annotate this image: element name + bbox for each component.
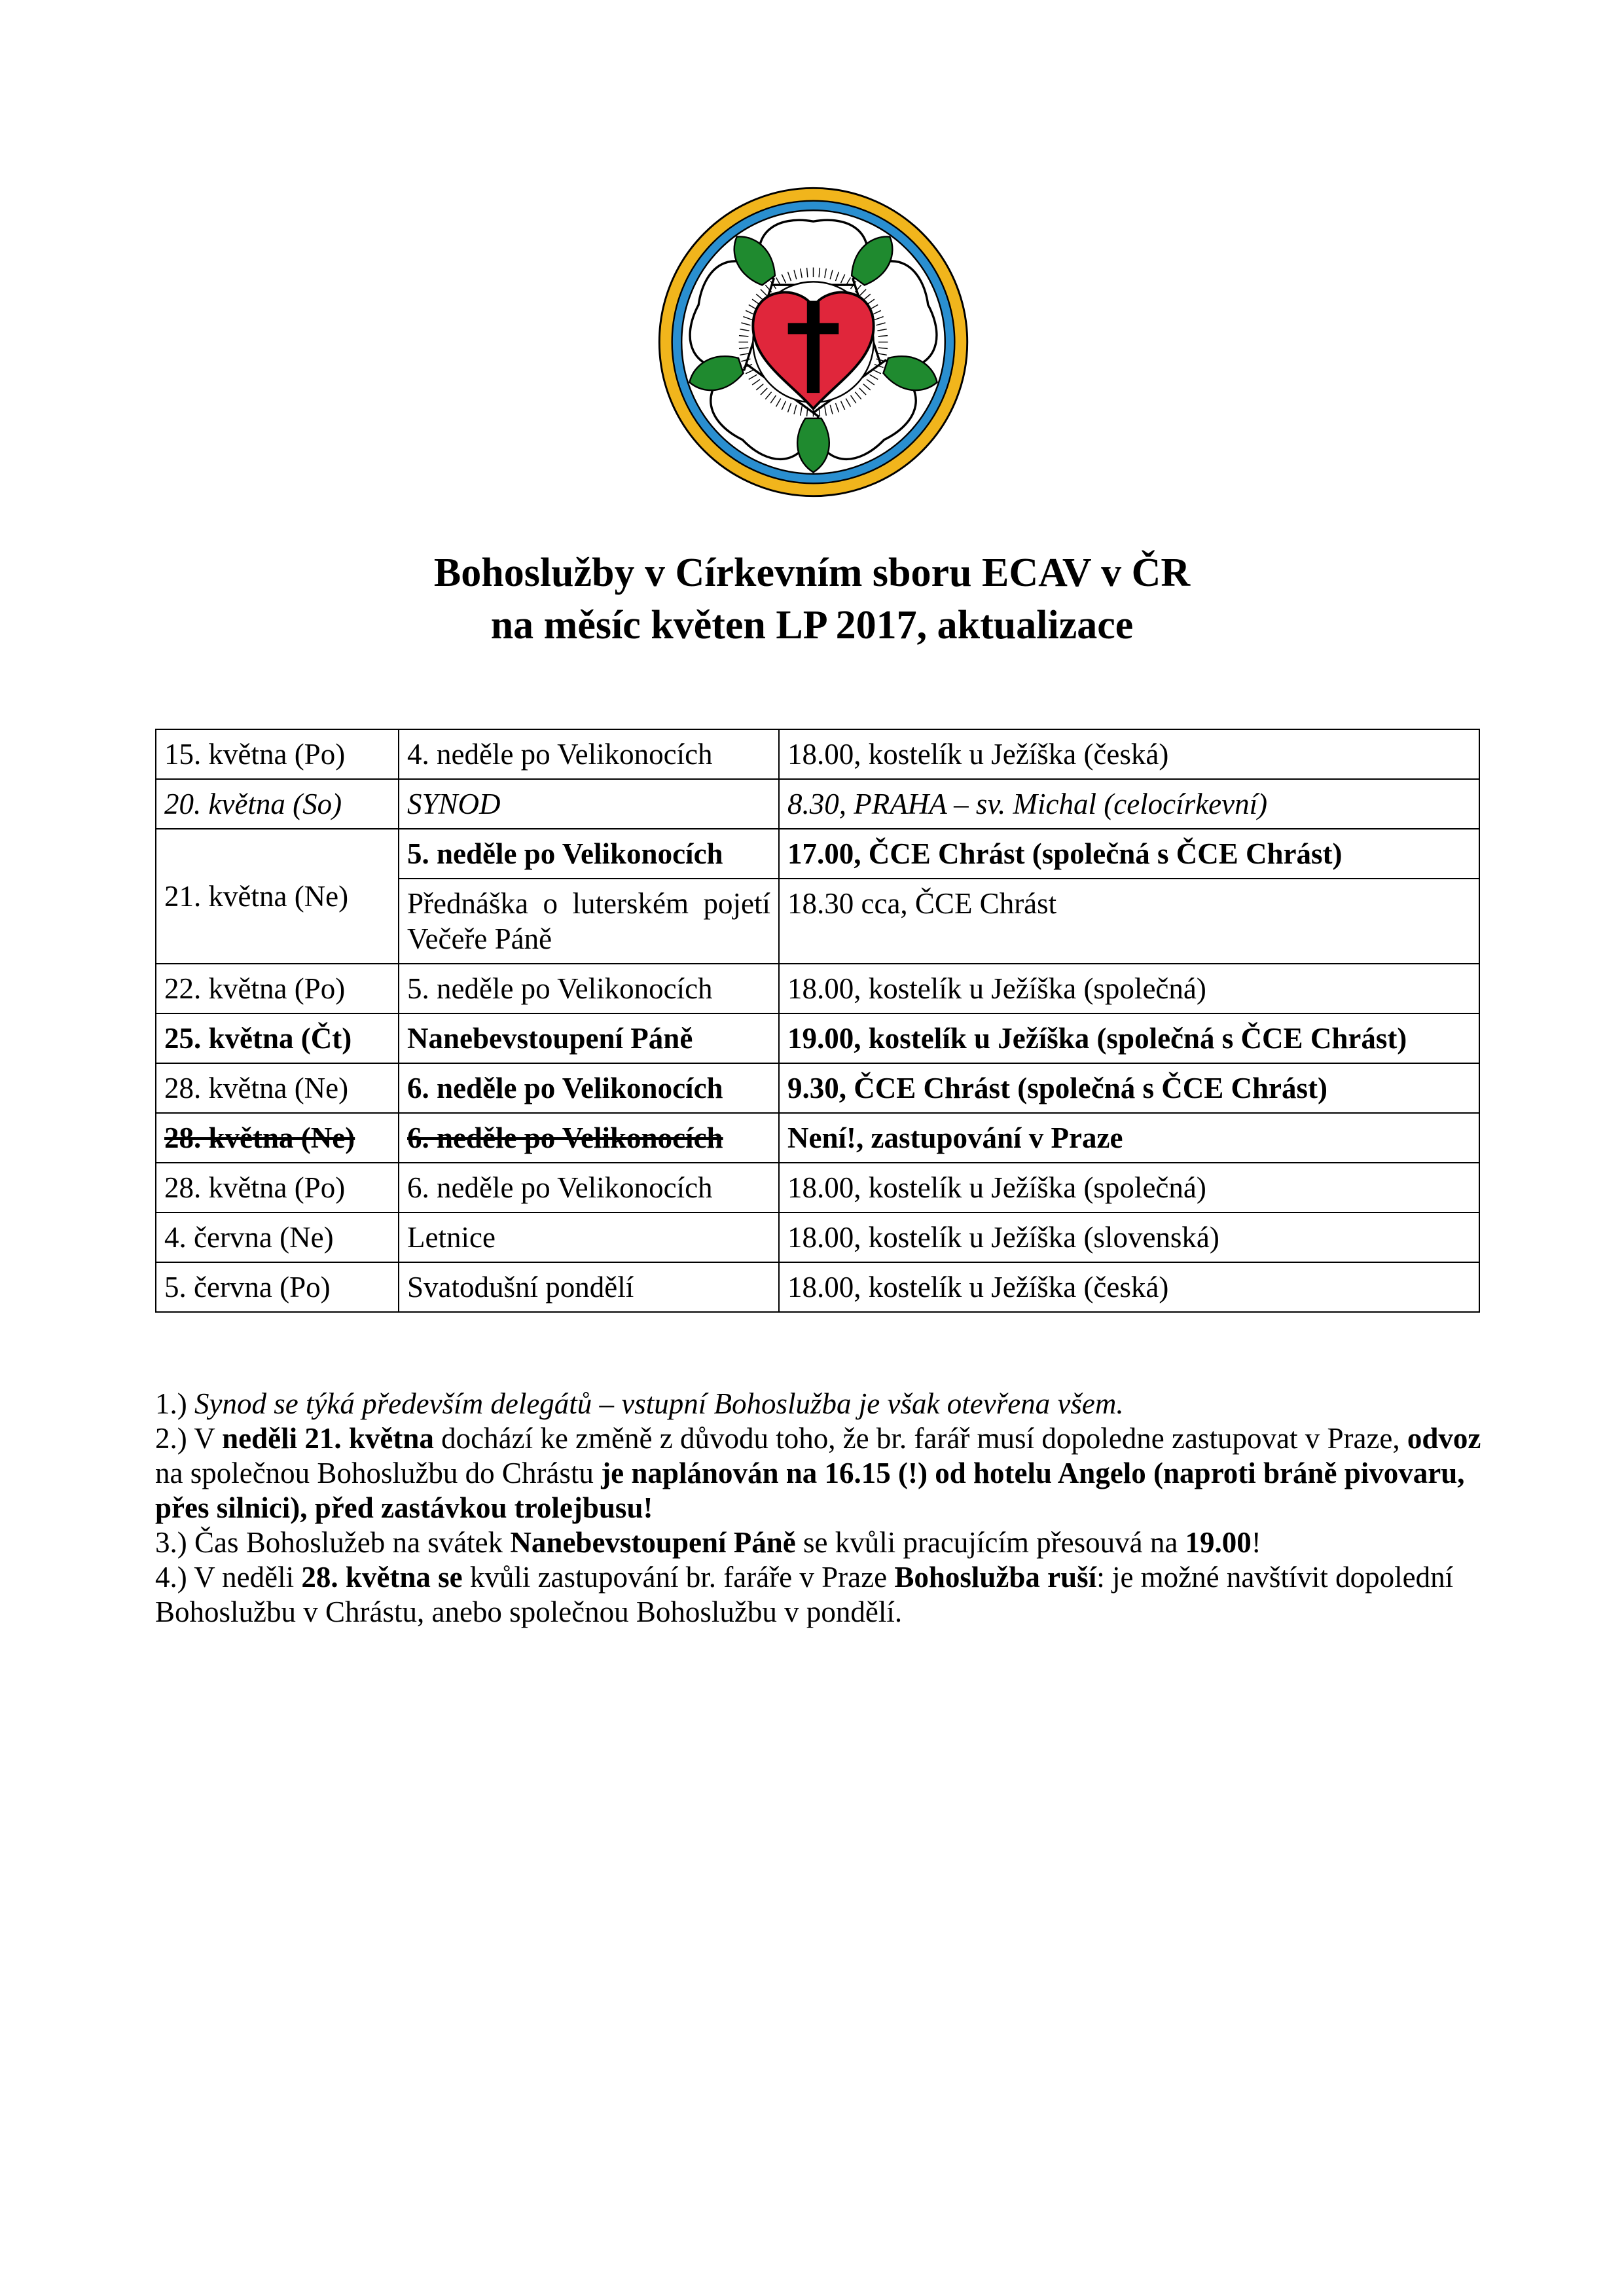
- date-cell: 28. května (Ne): [156, 1063, 399, 1113]
- details-cell: 18.30 cca, ČCE Chrást: [779, 879, 1479, 964]
- note-emphasis: odvoz: [1407, 1422, 1481, 1455]
- note-text: na společnou Bohoslužbu do Chrástu: [155, 1457, 602, 1489]
- details-cell: 18.00, kostelík u Ježíška (slovenská): [779, 1212, 1479, 1262]
- table-row: [156, 964, 1479, 1013]
- service-cell: Letnice: [399, 1212, 779, 1262]
- note-emphasis: neděli 21. května: [222, 1422, 434, 1455]
- details-cell: 18.00, kostelík u Ježíška (česká): [779, 1262, 1479, 1312]
- note-number: 3.): [155, 1526, 194, 1559]
- details-cell: 9.30, ČCE Chrást (společná s ČCE Chrást): [779, 1063, 1479, 1113]
- date-cell: 21. května (Ne): [156, 829, 399, 964]
- note-text: !: [1251, 1526, 1261, 1559]
- note-text: Čas Bohoslužeb na svátek: [194, 1526, 511, 1559]
- details-cell: 17.00, ČCE Chrást (společná s ČCE Chrást): [779, 829, 1479, 879]
- schedule-table: [155, 729, 1480, 1313]
- note-1: [155, 1387, 1484, 1421]
- note-4: [155, 1560, 1484, 1630]
- service-cell: SYNOD: [399, 779, 779, 829]
- service-cell: 6. neděle po Velikonocích: [399, 1113, 779, 1163]
- note-text: kvůli zastupování br. faráře v Praze: [462, 1561, 895, 1594]
- table-row: [156, 1212, 1479, 1262]
- service-cell: Svatodušní pondělí: [399, 1262, 779, 1312]
- note-text: Synod se týká především delegátů – vstupní Bohoslužba je však otevřena všem.: [194, 1387, 1124, 1420]
- note-text: se kvůli pracujícím přesouvá na: [795, 1526, 1185, 1559]
- note-3: [155, 1525, 1484, 1560]
- note-2: [155, 1421, 1484, 1525]
- title-line-1: Bohoslužby v Církevním sboru ECAV v ČR: [433, 551, 1191, 595]
- table-row: [156, 829, 1479, 879]
- note-text: : je možné navštívit dopolední Bohoslužbu v Chrástu, anebo společnou Bohoslužbu v pondělí.: [155, 1561, 1454, 1628]
- note-emphasis: Nanebevstoupení Páně: [510, 1526, 796, 1559]
- details-cell: 18.00, kostelík u Ježíška (společná): [779, 964, 1479, 1013]
- table-row: [156, 1013, 1479, 1063]
- note-number: 2.): [155, 1422, 194, 1455]
- title-line-2: na měsíc květen LP 2017, aktualizace: [490, 603, 1134, 647]
- details-cell: 18.00, kostelík u Ježíška (česká): [779, 729, 1479, 779]
- details-cell: 18.00, kostelík u Ježíška (společná): [779, 1163, 1479, 1212]
- table-row: [156, 779, 1479, 829]
- date-cell: 25. května (Čt): [156, 1013, 399, 1063]
- table-row: [156, 1262, 1479, 1312]
- service-cell: 4. neděle po Velikonocích: [399, 729, 779, 779]
- note-emphasis: Bohoslužba ruší: [894, 1561, 1097, 1594]
- date-cell: 15. května (Po): [156, 729, 399, 779]
- details-cell: 19.00, kostelík u Ježíška (společná s ČCE Chrást): [779, 1013, 1479, 1063]
- service-cell: Nanebevstoupení Páně: [399, 1013, 779, 1063]
- luther-rose-logo: [655, 183, 972, 501]
- table-row: [156, 1113, 1479, 1163]
- service-cell: 6. neděle po Velikonocích: [399, 1163, 779, 1212]
- service-cell: 5. neděle po Velikonocích: [399, 964, 779, 1013]
- date-cell: 5. června (Po): [156, 1262, 399, 1312]
- date-cell: 20. května (So): [156, 779, 399, 829]
- note-number: 4.): [155, 1561, 194, 1594]
- details-cell: 8.30, PRAHA – sv. Michal (celocírkevní): [779, 779, 1479, 829]
- table-row: [156, 729, 1479, 779]
- note-number: 1.): [155, 1387, 194, 1420]
- date-cell: 22. května (Po): [156, 964, 399, 1013]
- service-cell: 5. neděle po Velikonocích: [399, 829, 779, 879]
- note-emphasis: 28. května se: [301, 1561, 463, 1594]
- details-cell: Není!, zastupování v Praze: [779, 1113, 1479, 1163]
- service-cell: 6. neděle po Velikonocích: [399, 1063, 779, 1113]
- page-title: [0, 547, 1624, 651]
- table-row: [156, 1163, 1479, 1212]
- date-cell: 4. června (Ne): [156, 1212, 399, 1262]
- note-text: V neděli: [194, 1561, 302, 1594]
- note-emphasis: je naplánován na 16.15 (!) od hotelu Angelo (naproti bráně pivovaru, přes silnici), před zastávkou trolejbusu!: [155, 1457, 1465, 1524]
- notes: [155, 1387, 1484, 1630]
- service-cell: Přednáška o luterském pojetí Večeře Páně: [399, 879, 779, 964]
- note-emphasis: 19.00: [1185, 1526, 1252, 1559]
- note-text: V: [194, 1422, 223, 1455]
- note-text: dochází ke změně z důvodu toho, že br. farář musí dopoledne zastupovat v Praze,: [433, 1422, 1407, 1455]
- table-row: [156, 1063, 1479, 1113]
- date-cell: 28. května (Po): [156, 1163, 399, 1212]
- date-cell: 28. května (Ne): [156, 1113, 399, 1163]
